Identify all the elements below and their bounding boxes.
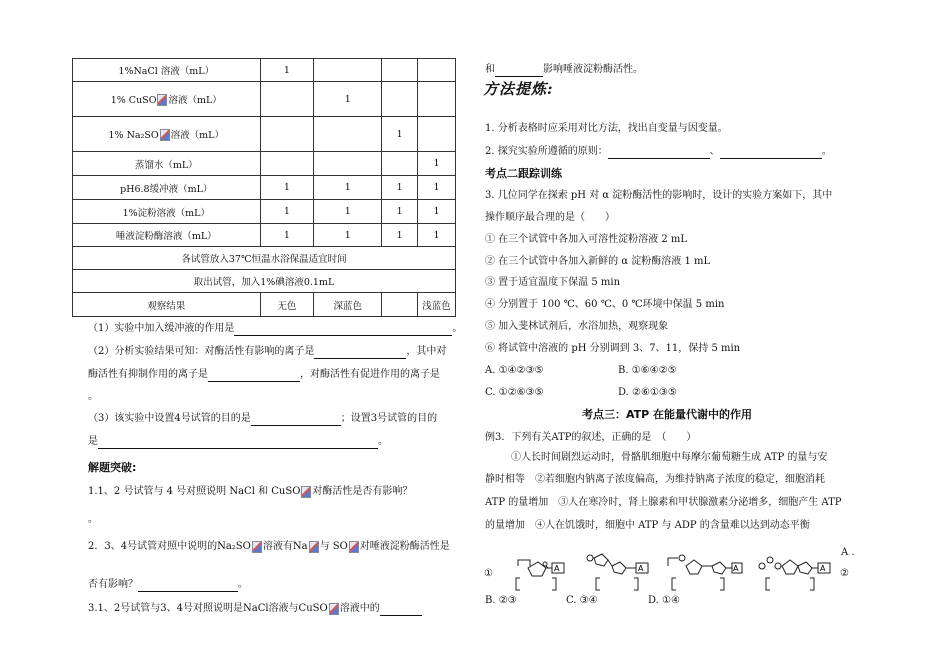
cell: 1 — [314, 82, 382, 117]
merged-cell: 取出试管，加入1%碘溶液0.1mL — [73, 270, 456, 293]
table-row — [73, 247, 456, 270]
section-heading: 考点三：ATP 在能量代谢中的作用 — [582, 408, 753, 421]
option-c-2: C. ③④ — [566, 595, 598, 606]
image-placeholder-icon — [301, 486, 311, 498]
example-3-text: 的量增加 ④人在饥饿时，细胞中 ATP 与 ADP 的含量难以达到动态平衡 — [485, 520, 810, 531]
question-2-cont: 酶活性有抑制作用的离子是 ，对酶活性有促进作用的离子是 — [88, 369, 440, 380]
table-row — [73, 59, 456, 82]
cell: 无色 — [260, 293, 314, 317]
table-row — [73, 152, 456, 176]
row-label: pH6.8缓冲液（mL） — [73, 176, 261, 200]
step-5: ⑤ 加入斐林试剂后，水浴加热，观察现象 — [485, 321, 669, 332]
point-2-cont: 否有影响？ 。 — [88, 579, 248, 590]
cell: 1 — [382, 224, 418, 247]
cell: 1 — [260, 224, 314, 247]
answer-blank — [495, 65, 543, 77]
cell: 1 — [314, 224, 382, 247]
image-placeholder-icon — [309, 541, 319, 553]
image-placeholder-icon — [349, 541, 359, 553]
cell: 1 — [418, 176, 456, 200]
row-label: 1%淀粉溶液（mL） — [73, 200, 261, 224]
cell — [382, 293, 418, 317]
row-label: 观察结果 — [73, 293, 261, 317]
answer-blank — [208, 370, 300, 382]
answer-blank — [234, 324, 452, 336]
step-3: ③ 置于适宜温度下保温 5 min — [485, 277, 621, 288]
structure-diagram-4 — [759, 557, 830, 590]
method-heading: 方法提炼: — [483, 80, 554, 98]
cell — [382, 152, 418, 176]
question-1: （1）实验中加入缓冲液的作用是 。 — [88, 323, 463, 334]
experiment-table — [72, 58, 456, 317]
choice-2-marker: ② — [840, 568, 849, 579]
cell — [260, 152, 314, 176]
example-3-text: ①人长时间剧烈运动时，骨骼肌细胞中每摩尔葡萄糖生成 ATP 的量与安 — [511, 452, 828, 463]
row-label: 1% Na₂SO 溶液（mL） — [73, 117, 261, 152]
table-row — [73, 117, 456, 152]
cell — [382, 59, 418, 82]
row-label: 1% CuSO 溶液（mL） — [73, 82, 261, 117]
question-2: （2）分析实验结果可知：对酶活性有影响的离子是 ，其中对 — [88, 346, 447, 357]
point-3: 3.1、2号试管与3、4号对照说明是NaCl溶液与CuSO 溶液中的 — [88, 602, 422, 616]
point-1-end: 。 — [88, 514, 98, 525]
table-row — [73, 293, 456, 317]
table-row — [73, 224, 456, 247]
atp-structure-diagrams — [500, 548, 840, 598]
image-placeholder-icon — [157, 94, 167, 106]
answer-blank — [251, 414, 341, 426]
cell — [314, 59, 382, 82]
answer-blank — [138, 580, 238, 592]
point-1: 1.1、2 号试管与 4 号对照说明 NaCl 和 CuSO 对酶活性是否有影响？ — [88, 486, 413, 497]
structure-diagram-3 — [668, 555, 742, 590]
cell — [260, 117, 314, 152]
option-b: B. ①⑥④②⑤ — [618, 365, 677, 376]
cell: 1 — [382, 200, 418, 224]
cell: 1 — [382, 117, 418, 152]
box-label: A — [638, 564, 644, 573]
option-d-2: D. ①④ — [648, 595, 680, 606]
section-heading: 解题突破: — [88, 461, 137, 474]
question-2-end: 。 — [88, 391, 98, 402]
example-3-text: ATP 的量增加 ③人在寒冷时，肾上腺素和甲状腺激素分泌增多，细胞产生 ATP — [485, 497, 842, 508]
cell: 1 — [382, 176, 418, 200]
box-label: A — [554, 564, 560, 573]
option-b-2: B. ②③ — [485, 595, 517, 606]
section-heading: 考点二跟踪训练 — [485, 167, 562, 180]
table-row — [73, 200, 456, 224]
point-2: 2．3、4号试管对照中说明的Na₂SO 溶液有Na 与 SO 对唾液淀粉酶活性是 — [88, 541, 450, 552]
step-4: ④ 分别置于 100 ℃、60 ℃、0 ℃环境中保温 5 min — [485, 299, 725, 310]
cell: 1 — [260, 59, 314, 82]
image-placeholder-icon — [329, 603, 339, 615]
cell: 1 — [260, 176, 314, 200]
cell — [418, 59, 456, 82]
cell: 1 — [314, 176, 382, 200]
step-6: ⑥ 将试管中溶液的 pH 分别调到 3、7、11，保持 5 min — [485, 343, 741, 354]
cell: 1 — [314, 200, 382, 224]
answer-blank — [380, 604, 422, 616]
cell: 1 — [260, 200, 314, 224]
row-label: 蒸馏水（mL） — [73, 152, 261, 176]
image-placeholder-icon — [252, 541, 262, 553]
question-3-text: 操作顺序最合理的是（ ） — [485, 212, 615, 223]
cell: 1 — [418, 200, 456, 224]
cell: 1 — [418, 224, 456, 247]
right-intro: 和 影响唾液淀粉酶活性。 — [485, 64, 643, 75]
cell: 1 — [418, 152, 456, 176]
step-2: ② 在三个试管中各加入新鲜的 α 淀粉酶溶液 1 mL — [485, 256, 711, 267]
table-row — [73, 176, 456, 200]
option-a-label: A . — [841, 547, 855, 558]
box-label: A — [733, 564, 739, 573]
option-a: A. ①④②③⑤ — [485, 365, 544, 376]
cell — [418, 117, 456, 152]
option-c: C. ①②⑥③⑤ — [485, 387, 544, 398]
question-3-text: 3. 几位同学在探索 pH 对 α 淀粉酶活性的影响时，设计的实验方案如下，其中 — [485, 190, 833, 201]
answer-blank — [720, 147, 822, 159]
table-row — [73, 82, 456, 117]
answer-blank — [314, 347, 406, 359]
method-1: 1. 分析表格时应采用对比方法，找出自变量与因变量。 — [485, 123, 728, 134]
row-label: 唾液淀粉酶溶液（mL） — [73, 224, 261, 247]
cell — [418, 82, 456, 117]
example-3: 例3．下列有关ATP的叙述，正确的是 （ ） — [485, 432, 697, 443]
method-2: 2. 探究实验所遵循的原则： 、 。 — [485, 146, 832, 157]
question-3-cont: 是 。 — [88, 436, 388, 447]
box-label: A — [820, 564, 826, 573]
choice-1-marker: ① — [484, 568, 493, 579]
table-row — [73, 270, 456, 293]
cell — [314, 152, 382, 176]
step-1: ① 在三个试管中各加入可溶性淀粉溶液 2 mL — [485, 234, 688, 245]
cell: 深蓝色 — [314, 293, 382, 317]
row-label: 1%NaCl 溶液（mL） — [73, 59, 261, 82]
answer-blank — [98, 437, 378, 449]
cell: 浅蓝色 — [418, 293, 456, 317]
image-placeholder-icon — [160, 129, 170, 141]
merged-cell: 各试管放入37℃恒温水浴保温适宜时间 — [73, 247, 456, 270]
cell — [260, 82, 314, 117]
answer-blank — [608, 147, 710, 159]
question-3: （3）该实验中设置4号试管的目的是 ；设置3号试管的目的 — [88, 413, 438, 424]
example-3-text: 静时相等 ②若细胞内钠离子浓度偏高，为维持钠离子浓度的稳定，细胞消耗 — [485, 474, 825, 485]
cell — [314, 117, 382, 152]
option-d: D. ②⑥①③⑤ — [618, 387, 677, 398]
cell — [382, 82, 418, 117]
